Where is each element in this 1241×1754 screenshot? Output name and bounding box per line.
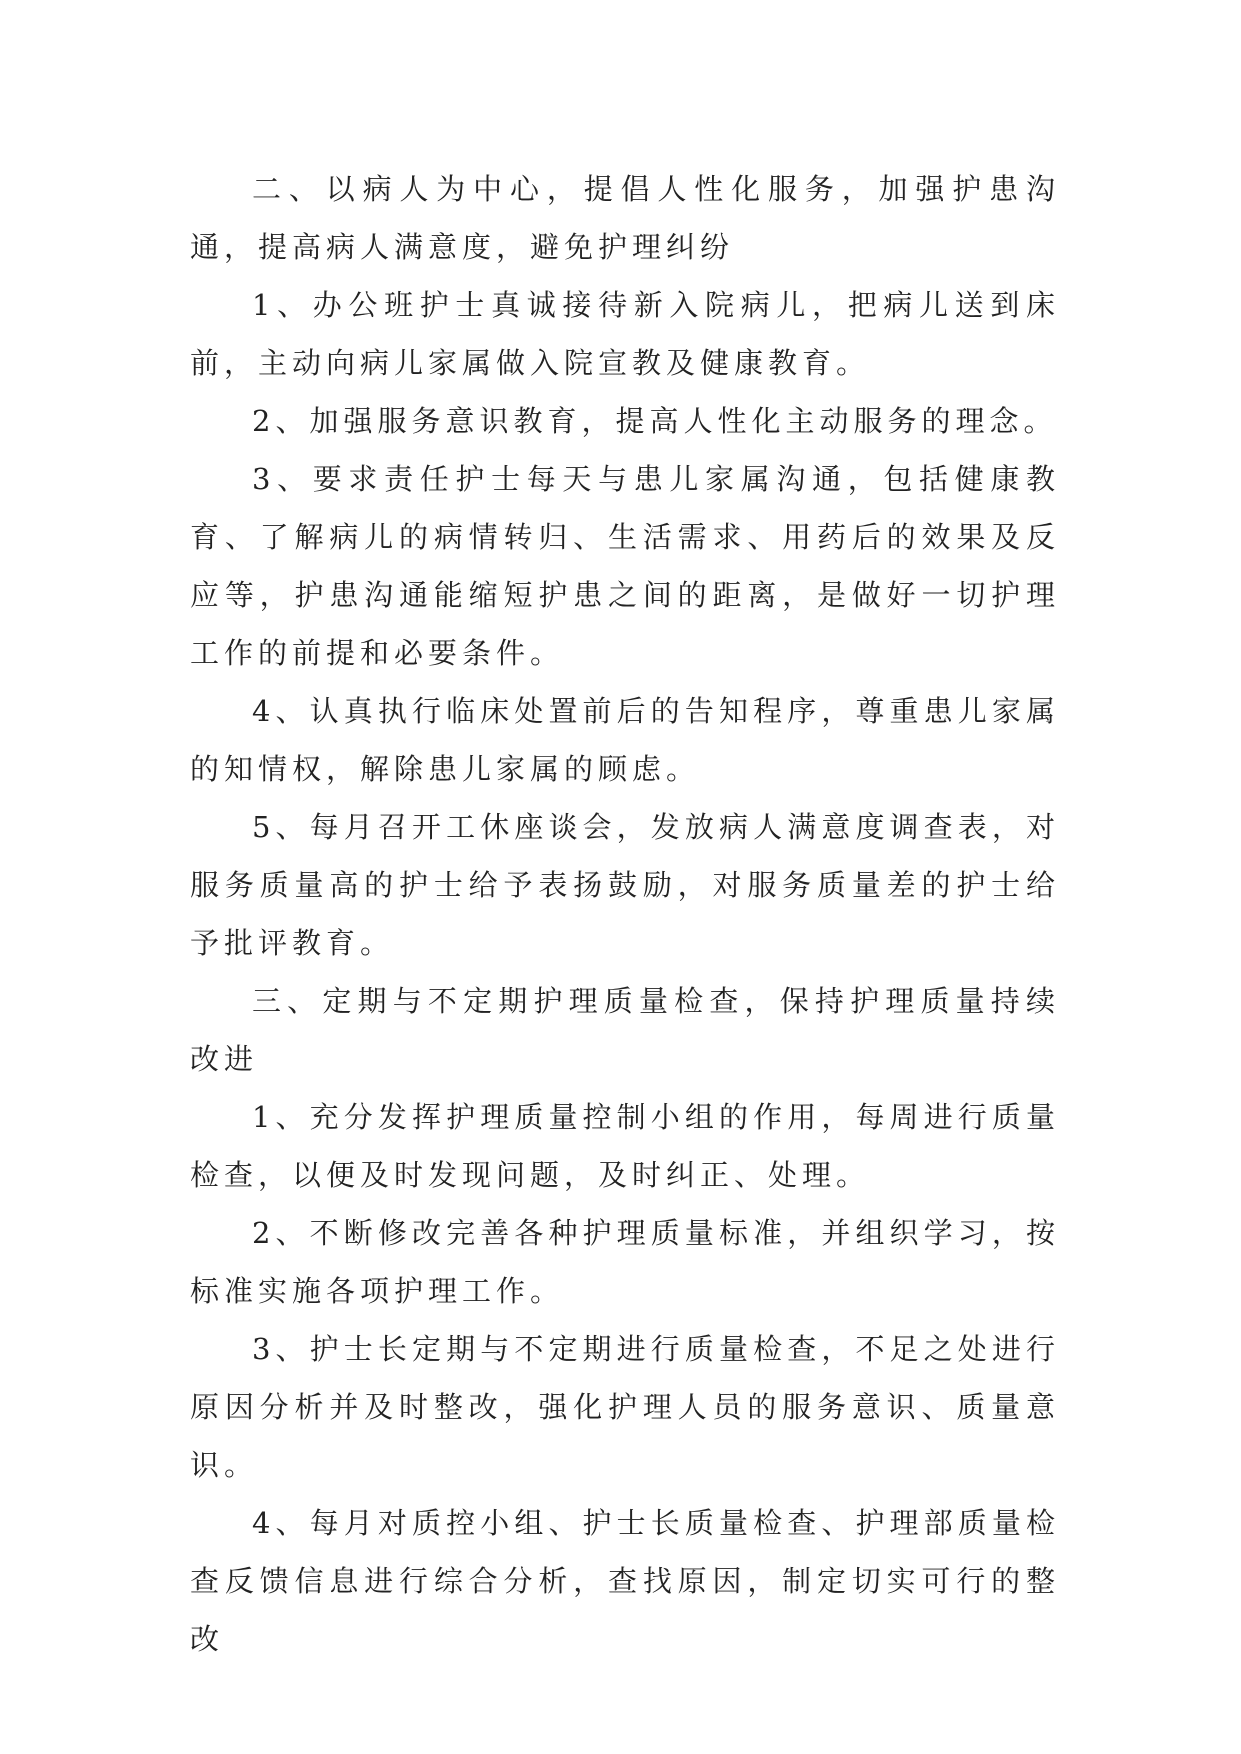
paragraph-item-2: 2、加强服务意识教育，提高人性化主动服务的理念。 [252,404,1058,438]
section-heading-three: 三、定期与不定期护理质量检查，保持护理质量持续改进 [190,984,1060,1076]
section-heading-two: 二、以病人为中心，提倡人性化服务，加强护患沟通，提高病人满意度，避免护理纠纷 [190,172,1060,264]
paragraph-item-3b: 3、护士长定期与不定期进行质量检查，不足之处进行原因分析并及时整改，强化护理人员的服务意识、质量意识。 [190,1332,1060,1482]
paragraph-item-4b: 4、每月对质控小组、护士长质量检查、护理部质量检查反馈信息进行综合分析，查找原因，制定切实可行的整改 [190,1506,1060,1656]
document-body [190,160,1060,1668]
paragraph-item-4: 4、认真执行临床处置前后的告知程序，尊重患儿家属的知情权，解除患儿家属的顾虑。 [190,694,1060,786]
paragraph-item-1: 1、办公班护士真诚接待新入院病儿，把病儿送到床前，主动向病儿家属做入院宣教及健康教育。 [190,288,1060,380]
paragraph-item-3: 3、要求责任护士每天与患儿家属沟通，包括健康教育、了解病儿的病情转归、生活需求、用药后的效果及反应等，护患沟通能缩短护患之间的距离，是做好一切护理工作的前提和必要条件。 [190,462,1060,670]
paragraph-item-1b: 1、充分发挥护理质量控制小组的作用，每周进行质量检查，以便及时发现问题，及时纠正、处理。 [190,1100,1060,1192]
paragraph-item-5: 5、每月召开工休座谈会，发放病人满意度调查表，对服务质量高的护士给予表扬鼓励，对服务质量差的护士给予批评教育。 [190,810,1060,960]
paragraph-item-2b: 2、不断修改完善各种护理质量标准，并组织学习，按标准实施各项护理工作。 [190,1216,1060,1308]
